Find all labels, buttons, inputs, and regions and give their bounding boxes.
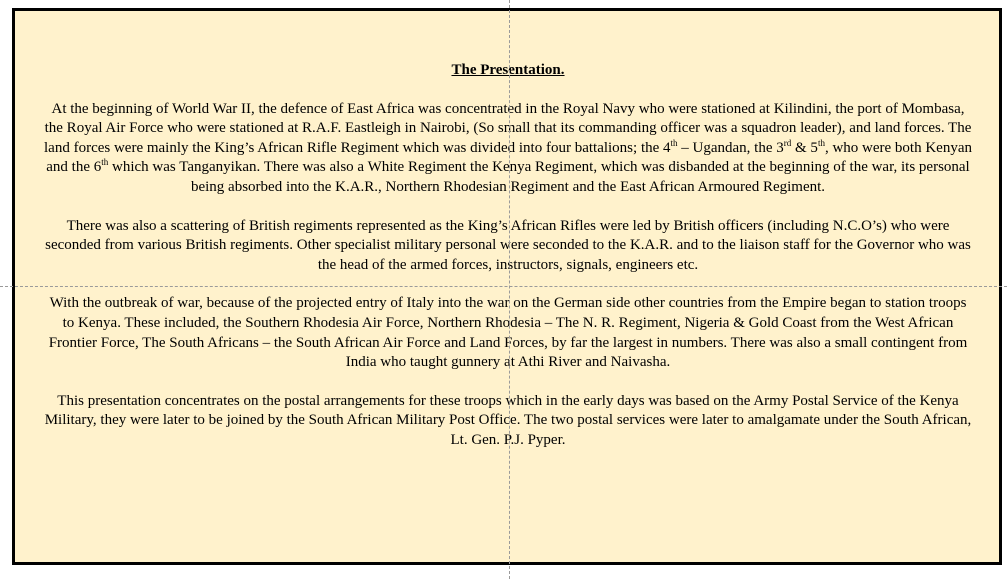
ordinal-suffix: th [101, 157, 109, 168]
paragraph-text: At the beginning of World War II, the defence of East Africa was concentrated in the Royal Navy who were stationed at Kilindini, the port of Mombasa, the Royal Air Force who were stationed at R.A.F. Eastleigh in Nairobi, (So small that its commanding officer was a squadron leader), and land forces. The land forces were mainly the King’s African Rifle Regiment which was divided into four battalions; the 4 [44, 100, 972, 156]
document-body [43, 61, 973, 470]
ordinal-suffix: rd [783, 137, 792, 148]
page-title: The Presentation. [451, 62, 565, 78]
paragraph-postal-arrangements: This presentation concentrates on the postal arrangements for these troops which in the early days was based on the Army Postal Service of the Kenya Military, they were later to be joined by the South African Military Post Office. The two postal services were later to amalgamate under the South African, Lt. Gen. P.J. Pyper. [44, 392, 972, 448]
ordinal-suffix: th [670, 137, 678, 148]
paragraph-text: – Ugandan, the 3 [677, 139, 784, 156]
paragraph-text: which was Tanganyikan. There was also a White Regiment the Kenya Regiment, which was disbanded at the beginning of the war, its personal being absorbed into the K.A.R., Northern Rhodesian Regiment and the East African Armoured Regiment. [108, 159, 970, 195]
paragraph-text: & 5 [791, 139, 818, 156]
paragraph-british-regiments: There was also a scattering of British regiments represented as the King’s African Rifles were led by British officers (including N.C.O’s) who were seconded from various British regiments. Other specialist military personal were seconded to the K.A.R. and to the liaison staff for the Governor who was the head of the armed forces, instructors, signals, engineers etc. [45, 217, 971, 273]
document-page [12, 8, 1002, 565]
paragraph-defence [43, 100, 973, 198]
paragraph-outbreak-of-war: With the outbreak of war, because of the projected entry of Italy into the war on the German side other countries from the Empire began to station troops to Kenya. These included, the Southern Rhodesia Air Force, Northern Rhodesia – The N. R. Regiment, Nigeria & Gold Coast from the West African Frontier Force, The South Africans – the South African Air Force and Land Forces, by far the largest in numbers. There was also a small contingent from India who taught gunnery at Athi River and Naivasha. [48, 295, 968, 371]
paragraph-text: , who were both Kenyan and the 6 [46, 139, 972, 176]
ordinal-suffix: th [817, 137, 825, 148]
